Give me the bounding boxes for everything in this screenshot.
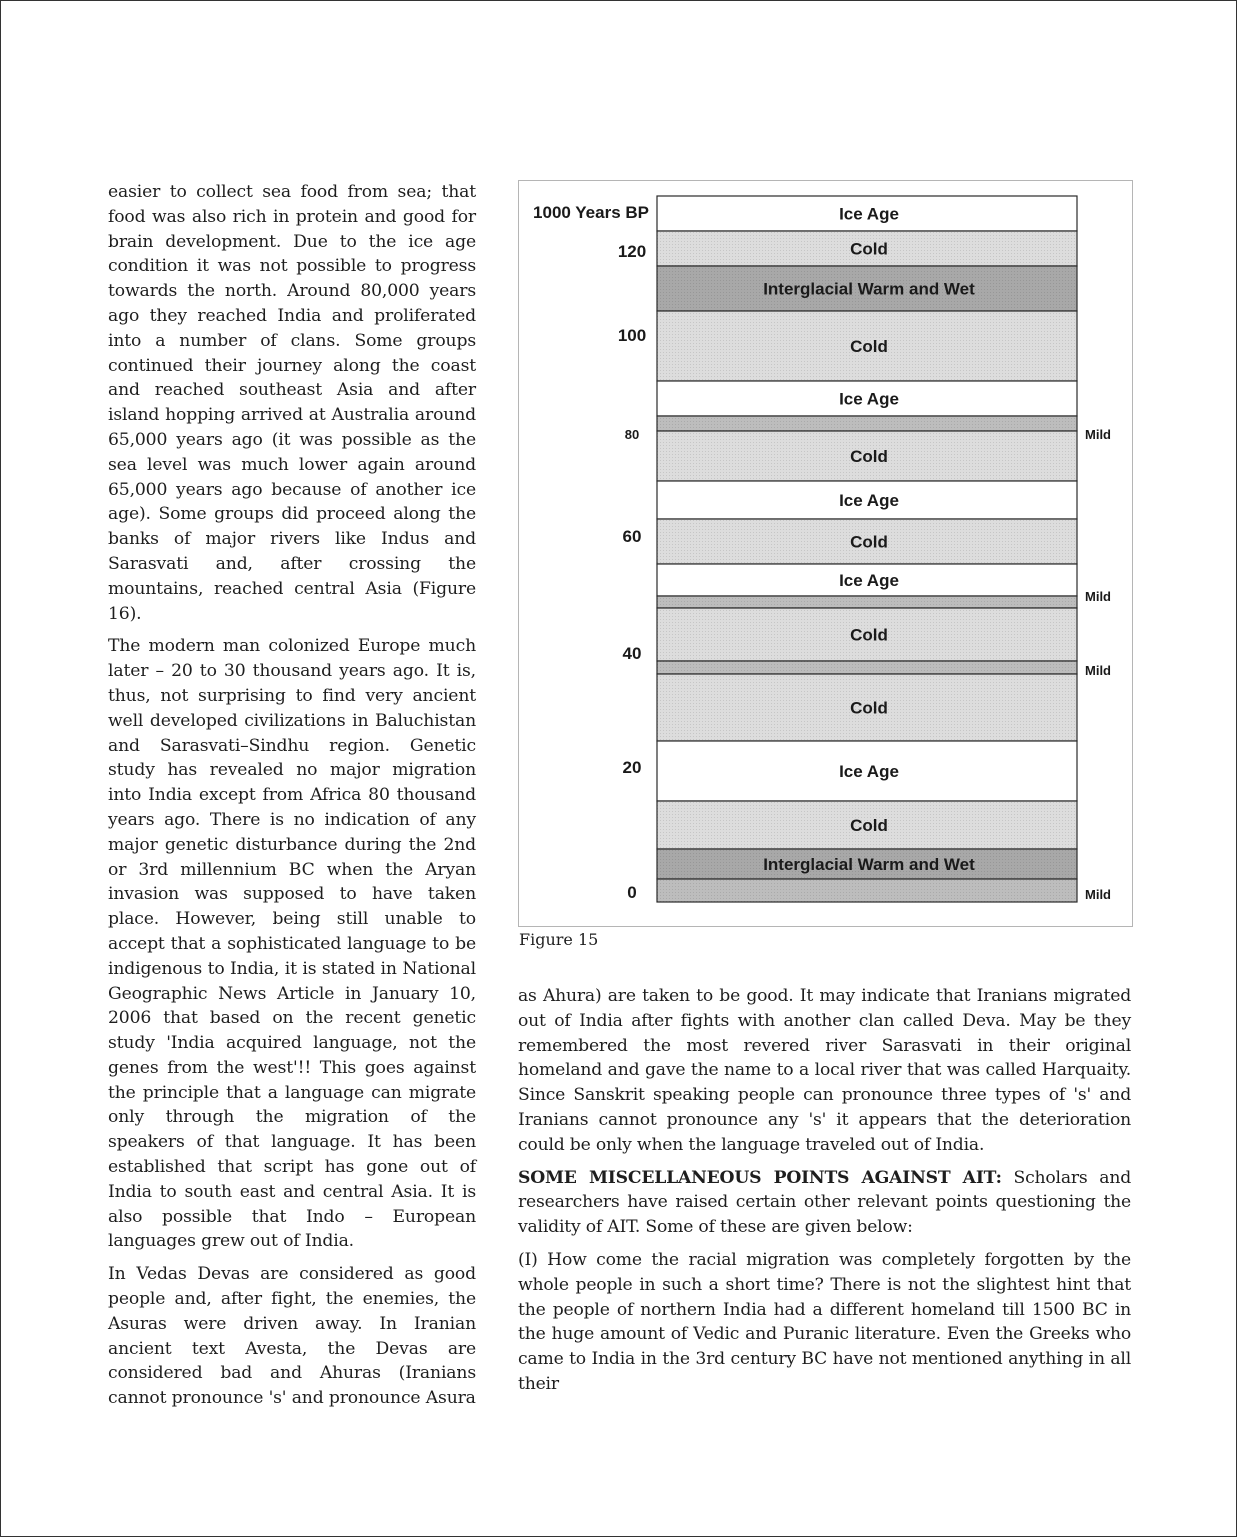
axis-tick-label: 80 [624, 427, 640, 442]
band-label: Ice Age [839, 571, 899, 590]
band-texture [657, 416, 1077, 431]
axis-title: 1000 Years BP [533, 203, 649, 222]
band-label: Ice Age [839, 762, 899, 781]
axis-tick-label: 20 [622, 758, 642, 777]
figure-caption: Figure 15 [519, 930, 599, 949]
right-text-column [518, 984, 1131, 1405]
section-heading: SOME MISCELLANEOUS POINTS AGAINST AIT: [518, 1167, 1002, 1188]
timeline-diagram [519, 181, 1132, 926]
band-label: Interglacial Warm and Wet [763, 279, 975, 299]
axis-tick-label: 120 [617, 242, 647, 261]
band-label: Interglacial Warm and Wet [763, 855, 975, 874]
band-label: Cold [850, 532, 888, 552]
band-label: Cold [850, 698, 888, 718]
band-label: Ice Age [839, 389, 899, 409]
band-label: Cold [850, 447, 888, 466]
mild-label: Mild [1085, 589, 1111, 604]
band-texture [657, 879, 1077, 902]
mild-label: Mild [1085, 887, 1111, 902]
band-texture [657, 661, 1077, 674]
paragraph: as Ahura) are taken to be good. It may indicate that Iranians migrated out of India after fights with another clan called Deva. May be they remembered the most revered river Sarasvati in their original homeland and gave the name to a local river that was called Harquaity. Since Sanskrit speaking people can pronounce three types of 's' and Iranians cannot pronounce any 's' it appears that the deterioration could be only when the language traveled out of India. [518, 986, 1131, 1155]
band-label: Cold [850, 816, 888, 835]
section-intro-text: Scholars and researchers have raised certain other relevant points questioning the validity of AIT. Some of these are given below: [518, 1167, 1131, 1238]
axis-tick-label: 0 [627, 883, 637, 902]
paragraph: In Vedas Devas are considered as good people and, after fight, the enemies, the Asuras were driven away. In Iranian ancient text Avesta, the Devas are considered bad and Ahuras (Iranians cannot pronounce 's' and pronounce Asura [108, 1264, 476, 1409]
band-label: Cold [850, 625, 888, 645]
band-label: Cold [850, 337, 888, 356]
axis-tick-label: 100 [617, 326, 647, 345]
axis-tick-label: 60 [622, 527, 642, 546]
mild-label: Mild [1085, 427, 1111, 442]
paragraph-section-heading [518, 1166, 1131, 1240]
band-label: Cold [850, 239, 888, 259]
figure-15-timeline [518, 180, 1133, 927]
paragraph: The modern man colonized Europe much later – 20 to 30 thousand years ago. It is, thus, not surprising to find very ancient well developed civilizations in Baluchistan and Sarasvati–Sindhu region. Genetic study has revealed no major migration into India except from Africa 80 thousand years ago. There is no indication of any major genetic disturbance during the 2nd or 3rd millennium BC when the Aryan invasion was supposed to have taken place. However, being still unable to accept that a sophisticated language to be indigenous to India, it is stated in National Geographic News Article in January 10, 2006 that based on the recent genetic study 'India acquired language, not the genes from the west'!! This goes against the principle that a language can migrate only through the migration of the speakers of that language. It has been established that script has gone out of India to south east and central Asia. It is also possible that Indo – European languages grew out of India. [108, 636, 476, 1252]
mild-label: Mild [1085, 663, 1111, 678]
band-texture [657, 596, 1077, 608]
paragraph: (I) How come the racial migration was completely forgotten by the whole people in such a short time? There is not the slightest hint that the people of northern India had a different homeland till 1500 BC in the huge amount of Vedic and Puranic literature. Even the Greeks who came to India in the 3rd century BC have not mentioned anything in all their [518, 1249, 1131, 1394]
axis-tick-label: 40 [622, 644, 642, 663]
left-text-column [108, 180, 476, 1419]
band-label: Ice Age [839, 491, 899, 510]
band-label: Ice Age [839, 204, 899, 224]
paragraph: easier to collect sea food from sea; that food was also rich in protein and good for brain development. Due to the ice age condition it was not possible to progress towards the north. Around 80,000 years ago they reached India and proliferated into a number of clans. Some groups continued their journey along the coast and reached southeast Asia and after island hopping arrived at Australia around 65,000 years ago (it was possible as the sea level was much lower again around 65,000 years ago because of another ice age). Some groups did proceed along the banks of major rivers like Indus and Sarasvati and, after crossing the mountains, reached central Asia (Figure 16). [108, 182, 476, 624]
